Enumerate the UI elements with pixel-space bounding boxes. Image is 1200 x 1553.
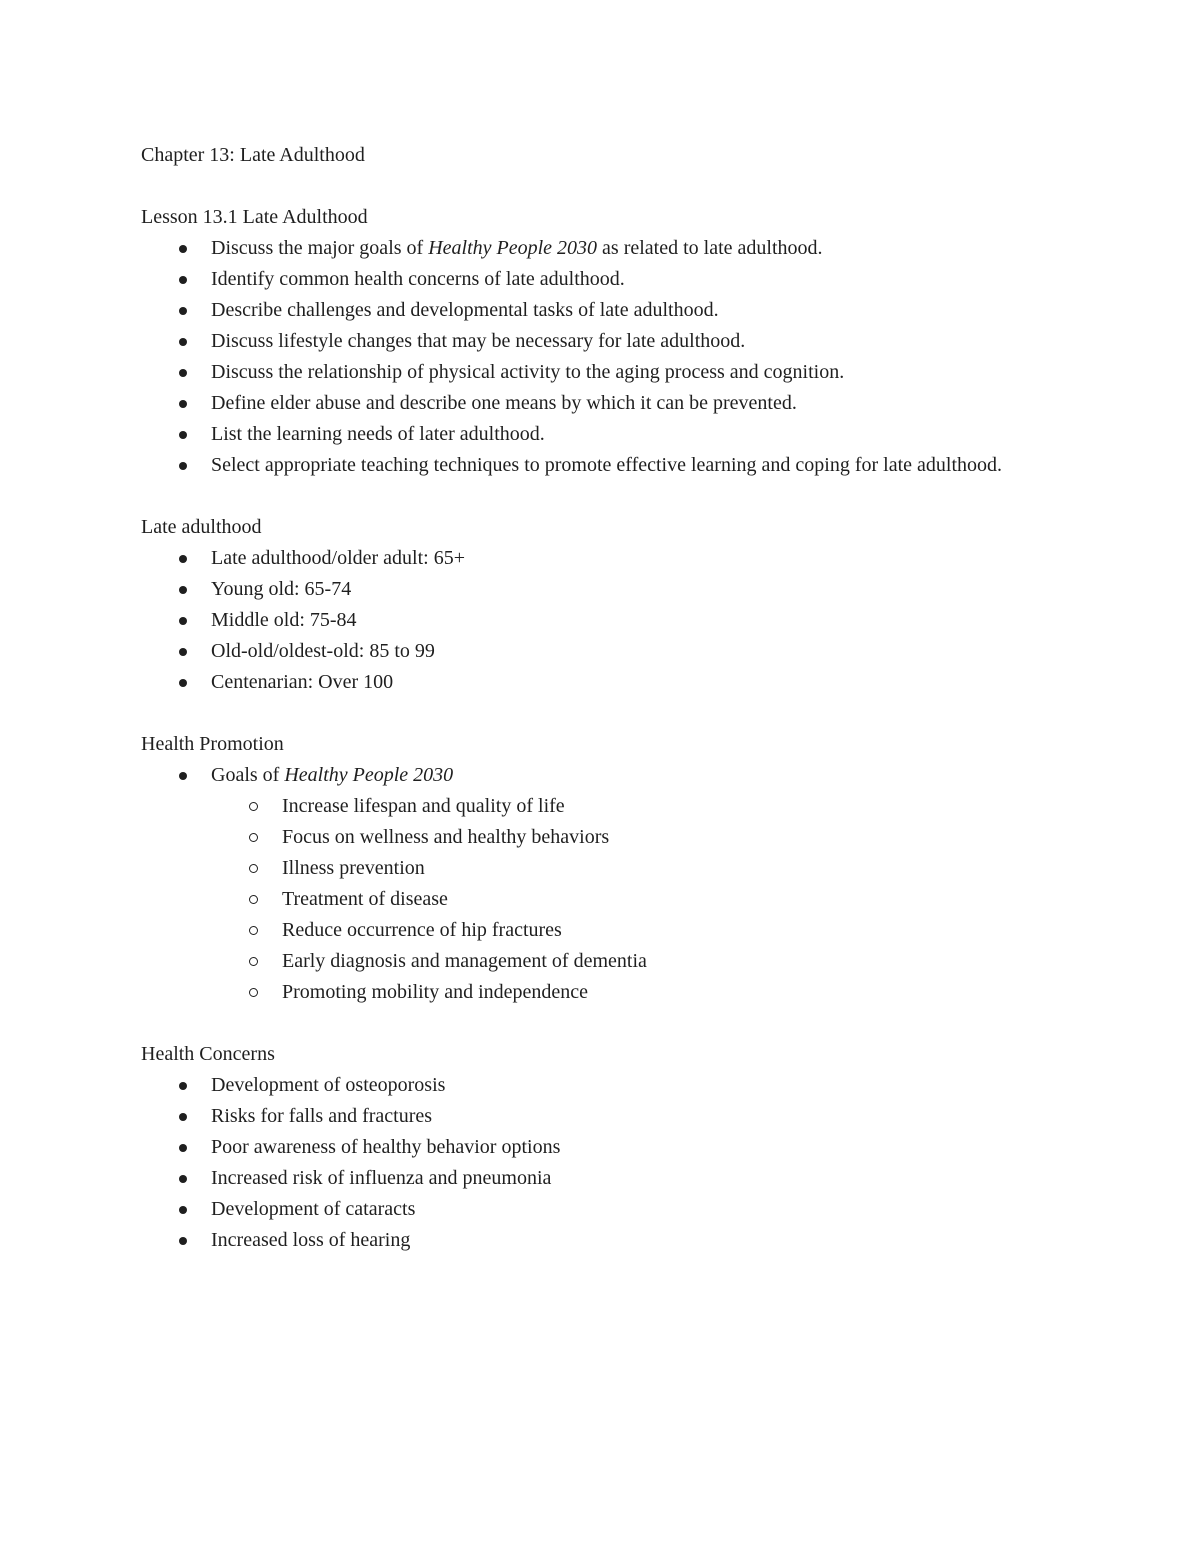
list-item-text: as related to late adulthood.	[597, 237, 823, 259]
list-item: Identify common health concerns of late adulthood.	[141, 264, 1061, 295]
list-item	[141, 233, 1061, 264]
list-item-text: Goals of	[211, 764, 285, 786]
list-item: Increased loss of hearing	[141, 1225, 1061, 1256]
list-item-text: Discuss the major goals of	[211, 237, 429, 259]
sub-list-item: Increase lifespan and quality of life	[141, 791, 1061, 822]
health-concerns-list	[141, 1070, 1061, 1256]
list-item: Old-old/oldest-old: 85 to 99	[141, 636, 1061, 667]
list-item	[141, 760, 1061, 791]
sub-list-item: Focus on wellness and healthy behaviors	[141, 822, 1061, 853]
age-groups-list	[141, 543, 1061, 698]
health-concerns-heading: Health Concerns	[141, 1043, 275, 1065]
list-item: Define elder abuse and describe one means by which it can be prevented.	[141, 388, 1061, 419]
list-item-italic-text: Healthy People 2030	[284, 764, 454, 786]
list-item: Risks for falls and fractures	[141, 1101, 1061, 1132]
list-item: Centenarian: Over 100	[141, 667, 1061, 698]
list-item: Development of cataracts	[141, 1194, 1061, 1225]
list-item: Late adulthood/older adult: 65+	[141, 543, 1061, 574]
list-item: Development of osteoporosis	[141, 1070, 1061, 1101]
sub-list-item: Early diagnosis and management of dementia	[141, 946, 1061, 977]
sub-list-item: Treatment of disease	[141, 884, 1061, 915]
spacer	[141, 1008, 1061, 1039]
spacer	[141, 698, 1061, 729]
list-item-italic-text: Healthy People 2030	[428, 237, 598, 259]
list-item: Young old: 65-74	[141, 574, 1061, 605]
sub-list-item: Promoting mobility and independence	[141, 977, 1061, 1008]
list-item: Discuss the relationship of physical activity to the aging process and cognition.	[141, 357, 1061, 388]
spacer	[141, 481, 1061, 512]
list-item: List the learning needs of later adulthood.	[141, 419, 1061, 450]
list-item: Describe challenges and developmental tasks of late adulthood.	[141, 295, 1061, 326]
document-page	[141, 140, 1061, 1256]
list-item: Discuss lifestyle changes that may be necessary for late adulthood.	[141, 326, 1061, 357]
health-promotion-heading: Health Promotion	[141, 733, 284, 755]
list-item: Select appropriate teaching techniques to promote effective learning and coping for late adulthood.	[141, 450, 1061, 481]
spacer	[141, 171, 1061, 202]
list-item: Increased risk of influenza and pneumonia	[141, 1163, 1061, 1194]
sub-list-item: Reduce occurrence of hip fractures	[141, 915, 1061, 946]
list-item: Middle old: 75-84	[141, 605, 1061, 636]
list-item: Poor awareness of healthy behavior options	[141, 1132, 1061, 1163]
lesson-heading: Lesson 13.1 Late Adulthood	[141, 206, 368, 228]
chapter-title: Chapter 13: Late Adulthood	[141, 144, 365, 166]
late-adulthood-heading: Late adulthood	[141, 516, 262, 538]
sub-list-item: Illness prevention	[141, 853, 1061, 884]
lesson-objectives-list	[141, 233, 1061, 481]
health-promotion-list	[141, 760, 1061, 1008]
